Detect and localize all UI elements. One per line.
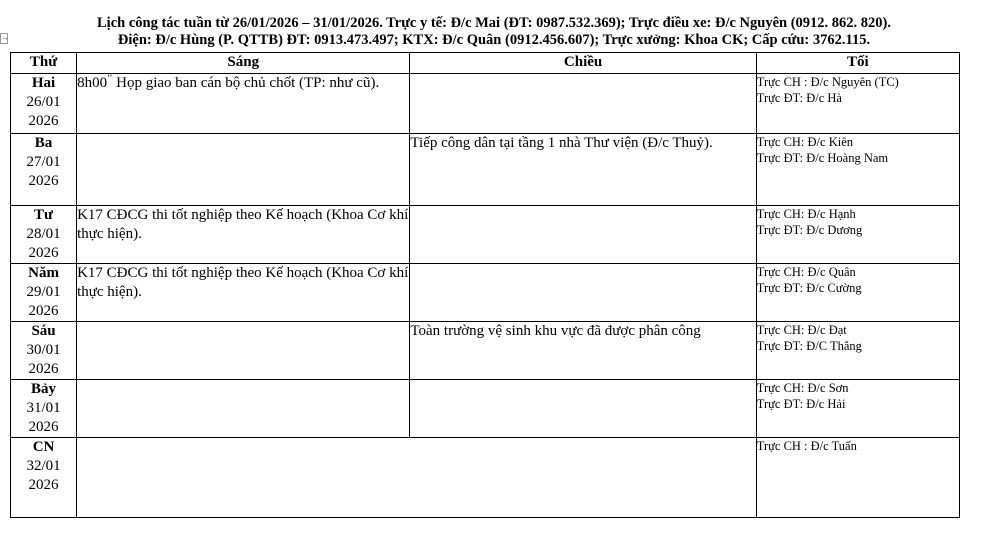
- day-cell: [11, 206, 77, 264]
- afternoon-cell[interactable]: Toàn trường vệ sinh khu vực đã được phân công: [410, 322, 756, 380]
- day-year: 2026: [28, 245, 59, 261]
- morning-cell[interactable]: [77, 322, 410, 380]
- day-cell: [11, 322, 77, 380]
- duty-command: Trực CH: Đ/c Kiên: [756, 135, 854, 149]
- morning-cell[interactable]: [77, 380, 410, 438]
- duty-phone: Trực ĐT: Đ/c Hà: [756, 91, 842, 105]
- afternoon-cell[interactable]: [410, 264, 756, 322]
- day-year: 2026: [28, 173, 59, 189]
- morning-cell[interactable]: K17 CĐCG thi tốt nghiệp theo Kế hoạch (Khoa Cơ khí thực hiện).: [77, 206, 410, 264]
- duty-command: Trực CH : Đ/c Nguyên (TC): [756, 75, 899, 89]
- column-header-day: Thứ: [11, 53, 77, 74]
- schedule-header: [12, 15, 976, 49]
- evening-duty-cell[interactable]: [756, 264, 959, 322]
- evening-duty-cell[interactable]: [756, 206, 959, 264]
- day-cell: [11, 264, 77, 322]
- morning-cell[interactable]: [77, 134, 410, 206]
- table-row: [11, 264, 960, 322]
- afternoon-cell[interactable]: [410, 206, 756, 264]
- duty-phone: Trực ĐT: Đ/c Hoàng Nam: [756, 151, 889, 165]
- duty-command: Trực CH: Đ/c Hạnh: [756, 207, 856, 221]
- duty-phone: Trực ĐT: Đ/C Thắng: [756, 339, 862, 353]
- morning-cell[interactable]: [77, 74, 410, 134]
- day-name: Năm: [28, 265, 59, 281]
- afternoon-cell[interactable]: Tiếp công dân tại tầng 1 nhà Thư viện (Đ/c Thuỷ).: [410, 134, 756, 206]
- duty-command: Trực CH: Đ/c Quân: [756, 265, 856, 279]
- day-activities-cell[interactable]: [77, 438, 757, 518]
- day-date: 31/01: [26, 400, 61, 416]
- table-row: [11, 74, 960, 134]
- duty-command: Trực CH : Đ/c Tuấn: [756, 439, 857, 453]
- day-name: Ba: [34, 135, 53, 151]
- morning-task: Họp giao ban cán bộ chủ chốt (TP: như cũ).: [112, 75, 380, 91]
- column-header-morning: Sáng: [77, 53, 410, 74]
- table-row: [11, 206, 960, 264]
- duty-command: Trực CH: Đ/c Sơn: [756, 381, 849, 395]
- day-cell: [11, 380, 77, 438]
- morning-time: 8h00: [77, 75, 108, 91]
- day-year: 2026: [28, 361, 59, 377]
- day-date: 32/01: [26, 458, 61, 474]
- day-name: CN: [32, 439, 55, 455]
- table-row: [11, 438, 960, 518]
- day-cell: [11, 74, 77, 134]
- duty-command: Trực CH: Đ/c Đạt: [756, 323, 847, 337]
- evening-duty-cell[interactable]: [756, 74, 959, 134]
- table-row: [11, 380, 960, 438]
- header-line-1: Lịch công tác tuần từ 26/01/2026 – 31/01/2026. Trực y tế: Đ/c Mai (ĐT: 0987.532.369); Trực điều xe: Đ/c Nguyên (0912. 862. 820).: [97, 15, 891, 31]
- evening-duty-cell[interactable]: [756, 134, 959, 206]
- column-header-afternoon: Chiều: [410, 53, 756, 74]
- table-header-row: [11, 53, 960, 74]
- morning-cell[interactable]: K17 CĐCG thi tốt nghiệp theo Kế hoạch (Khoa Cơ khí thực hiện).: [77, 264, 410, 322]
- day-cell: [11, 134, 77, 206]
- day-name: Sáu: [31, 323, 56, 339]
- morning-time-minutes: ’’: [107, 73, 113, 83]
- evening-duty-cell[interactable]: [756, 322, 959, 380]
- day-date: 28/01: [26, 226, 61, 242]
- evening-duty-cell[interactable]: [756, 438, 959, 518]
- day-year: 2026: [28, 303, 59, 319]
- day-date: 26/01: [26, 94, 61, 110]
- paragraph-mark-icon: →: [1, 33, 9, 42]
- day-name: Hai: [31, 75, 56, 91]
- header-line-2: Điện: Đ/c Hùng (P. QTTB) ĐT: 0913.473.497; KTX: Đ/c Quân (0912.456.607); Trực xưởng: Khoa CK; Cấp cứu: 3762.115.: [117, 32, 871, 48]
- duty-phone: Trực ĐT: Đ/c Dương: [756, 223, 863, 237]
- day-year: 2026: [28, 477, 59, 493]
- duty-phone: Trực ĐT: Đ/c Hải: [756, 397, 846, 411]
- duty-phone: Trực ĐT: Đ/c Cường: [756, 281, 862, 295]
- day-cell: [11, 438, 77, 518]
- afternoon-cell[interactable]: [410, 380, 756, 438]
- evening-duty-cell[interactable]: [756, 380, 959, 438]
- day-name: Tư: [34, 207, 54, 223]
- day-date: 27/01: [26, 154, 61, 170]
- table-row: [11, 134, 960, 206]
- afternoon-cell[interactable]: [410, 74, 756, 134]
- table-row: [11, 322, 960, 380]
- day-year: 2026: [28, 419, 59, 435]
- day-year: 2026: [28, 113, 59, 129]
- day-date: 30/01: [26, 342, 61, 358]
- column-header-evening: Tối: [756, 53, 959, 74]
- weekly-schedule-table: [10, 52, 960, 518]
- day-name: Bảy: [31, 381, 57, 397]
- day-date: 29/01: [26, 284, 61, 300]
